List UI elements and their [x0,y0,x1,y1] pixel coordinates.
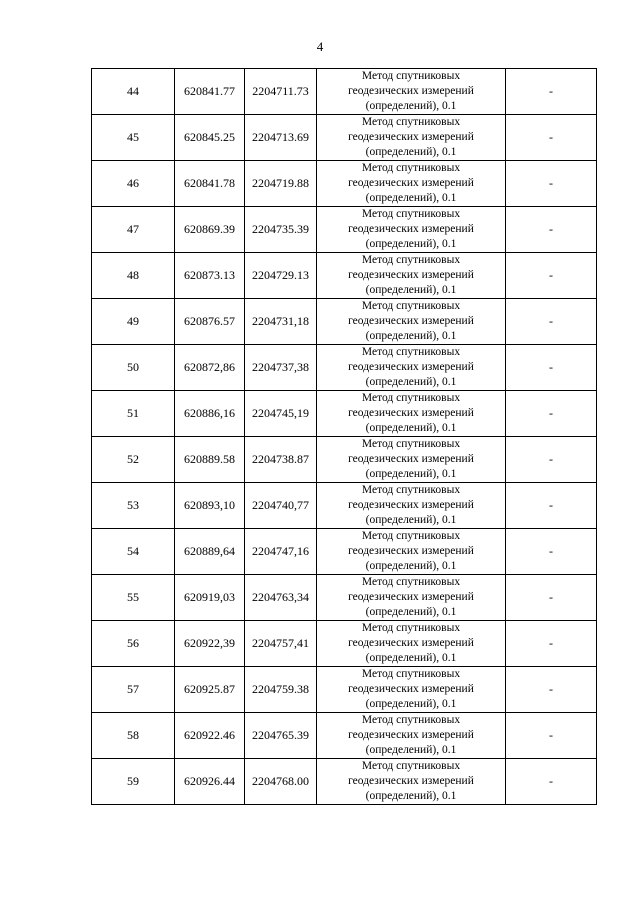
method-line: геодезических измерений [348,591,474,603]
method-line: Метод спутниковых [361,576,461,588]
method-line: (определений), 0.1 [365,192,457,204]
y-coordinate-cell: 2204765.39 [245,713,317,759]
method-line: геодезических измерений [348,407,474,419]
method-line: геодезических измерений [348,361,474,373]
page-number: 4 [316,39,324,54]
table-row [92,115,597,161]
x-coordinate-cell: 620872,86 [175,345,245,391]
y-coordinate-cell: 2204757,41 [245,621,317,667]
note-cell: - [506,759,597,805]
method-line: (определений), 0.1 [365,284,457,296]
y-coordinate-cell: 2204731,18 [245,299,317,345]
method-line: (определений), 0.1 [365,790,457,802]
point-number-cell: 47 [92,207,175,253]
table-row [92,69,597,115]
method-cell [317,69,506,115]
note-cell: - [506,529,597,575]
table-row [92,667,597,713]
method-line: (определений), 0.1 [365,422,457,434]
point-number-cell: 56 [92,621,175,667]
method-line: геодезических измерений [348,453,474,465]
note-cell: - [506,345,597,391]
point-number-cell: 49 [92,299,175,345]
method-line: геодезических измерений [348,269,474,281]
table-row [92,575,597,621]
table-row [92,713,597,759]
y-coordinate-cell: 2204719.88 [245,161,317,207]
method-line: геодезических измерений [348,729,474,741]
note-cell: - [506,253,597,299]
x-coordinate-cell: 620922,39 [175,621,245,667]
method-line: геодезических измерений [348,775,474,787]
method-cell [317,713,506,759]
note-cell: - [506,437,597,483]
method-line: Метод спутниковых [361,714,461,726]
x-coordinate-cell: 620845.25 [175,115,245,161]
y-coordinate-cell: 2204729.13 [245,253,317,299]
point-number-cell: 51 [92,391,175,437]
note-cell: - [506,713,597,759]
x-coordinate-cell: 620873.13 [175,253,245,299]
y-coordinate-cell: 2204738.87 [245,437,317,483]
point-number-cell: 44 [92,69,175,115]
table-row [92,299,597,345]
method-cell [317,437,506,483]
method-line: геодезических измерений [348,637,474,649]
point-number-cell: 52 [92,437,175,483]
method-line: (определений), 0.1 [365,514,457,526]
method-cell [317,621,506,667]
note-cell: - [506,575,597,621]
point-number-cell: 59 [92,759,175,805]
method-line: Метод спутниковых [361,208,461,220]
method-line: Метод спутниковых [361,70,461,82]
method-line: (определений), 0.1 [365,652,457,664]
x-coordinate-cell: 620886,16 [175,391,245,437]
table-row [92,483,597,529]
method-line: (определений), 0.1 [365,468,457,480]
y-coordinate-cell: 2204740,77 [245,483,317,529]
point-number-cell: 54 [92,529,175,575]
point-number-cell: 45 [92,115,175,161]
y-coordinate-cell: 2204735.39 [245,207,317,253]
note-cell: - [506,667,597,713]
note-cell: - [506,207,597,253]
point-number-cell: 58 [92,713,175,759]
x-coordinate-cell: 620925.87 [175,667,245,713]
note-cell: - [506,391,597,437]
method-line: Метод спутниковых [361,116,461,128]
table-row [92,437,597,483]
y-coordinate-cell: 2204759.38 [245,667,317,713]
method-line: Метод спутниковых [361,760,461,772]
method-line: Метод спутниковых [361,484,461,496]
method-line: геодезических измерений [348,177,474,189]
note-cell: - [506,161,597,207]
method-line: (определений), 0.1 [365,238,457,250]
note-cell: - [506,483,597,529]
method-line: геодезических измерений [348,315,474,327]
y-coordinate-cell: 2204711.73 [245,69,317,115]
x-coordinate-cell: 620893,10 [175,483,245,529]
x-coordinate-cell: 620922.46 [175,713,245,759]
note-cell: - [506,299,597,345]
method-cell [317,667,506,713]
method-line: Метод спутниковых [361,346,461,358]
table-row [92,345,597,391]
method-cell [317,115,506,161]
method-line: (определений), 0.1 [365,100,457,112]
table-row [92,161,597,207]
method-line: геодезических измерений [348,683,474,695]
note-cell: - [506,621,597,667]
table-row [92,621,597,667]
method-line: геодезических измерений [348,499,474,511]
point-number-cell: 53 [92,483,175,529]
x-coordinate-cell: 620841.78 [175,161,245,207]
table-row [92,759,597,805]
method-line: (определений), 0.1 [365,146,457,158]
method-cell [317,483,506,529]
y-coordinate-cell: 2204713.69 [245,115,317,161]
method-cell [317,345,506,391]
x-coordinate-cell: 620926.44 [175,759,245,805]
method-cell [317,253,506,299]
method-line: Метод спутниковых [361,530,461,542]
method-cell [317,529,506,575]
coordinates-table-body [92,69,597,805]
x-coordinate-cell: 620889.58 [175,437,245,483]
method-line: геодезических измерений [348,85,474,97]
y-coordinate-cell: 2204745,19 [245,391,317,437]
table-row [92,529,597,575]
method-line: Метод спутниковых [361,438,461,450]
method-line: (определений), 0.1 [365,560,457,572]
y-coordinate-cell: 2204747,16 [245,529,317,575]
method-line: геодезических измерений [348,223,474,235]
x-coordinate-cell: 620841.77 [175,69,245,115]
method-line: (определений), 0.1 [365,744,457,756]
method-line: геодезических измерений [348,545,474,557]
table-row [92,391,597,437]
table-row [92,253,597,299]
method-line: Метод спутниковых [361,162,461,174]
method-cell [317,299,506,345]
point-number-cell: 55 [92,575,175,621]
coordinates-table [91,68,597,805]
method-line: Метод спутниковых [361,392,461,404]
point-number-cell: 50 [92,345,175,391]
x-coordinate-cell: 620889,64 [175,529,245,575]
point-number-cell: 57 [92,667,175,713]
method-line: (определений), 0.1 [365,698,457,710]
method-line: геодезических измерений [348,131,474,143]
method-line: Метод спутниковых [361,622,461,634]
point-number-cell: 46 [92,161,175,207]
method-line: Метод спутниковых [361,668,461,680]
y-coordinate-cell: 2204737,38 [245,345,317,391]
note-cell: - [506,115,597,161]
point-number-cell: 48 [92,253,175,299]
method-line: Метод спутниковых [361,300,461,312]
method-cell [317,575,506,621]
y-coordinate-cell: 2204763,34 [245,575,317,621]
method-cell [317,207,506,253]
note-cell: - [506,69,597,115]
x-coordinate-cell: 620869.39 [175,207,245,253]
x-coordinate-cell: 620919,03 [175,575,245,621]
method-line: (определений), 0.1 [365,330,457,342]
method-line: (определений), 0.1 [365,606,457,618]
method-line: (определений), 0.1 [365,376,457,388]
method-cell [317,759,506,805]
method-cell [317,161,506,207]
x-coordinate-cell: 620876.57 [175,299,245,345]
table-row [92,207,597,253]
method-cell [317,391,506,437]
y-coordinate-cell: 2204768.00 [245,759,317,805]
method-line: Метод спутниковых [361,254,461,266]
